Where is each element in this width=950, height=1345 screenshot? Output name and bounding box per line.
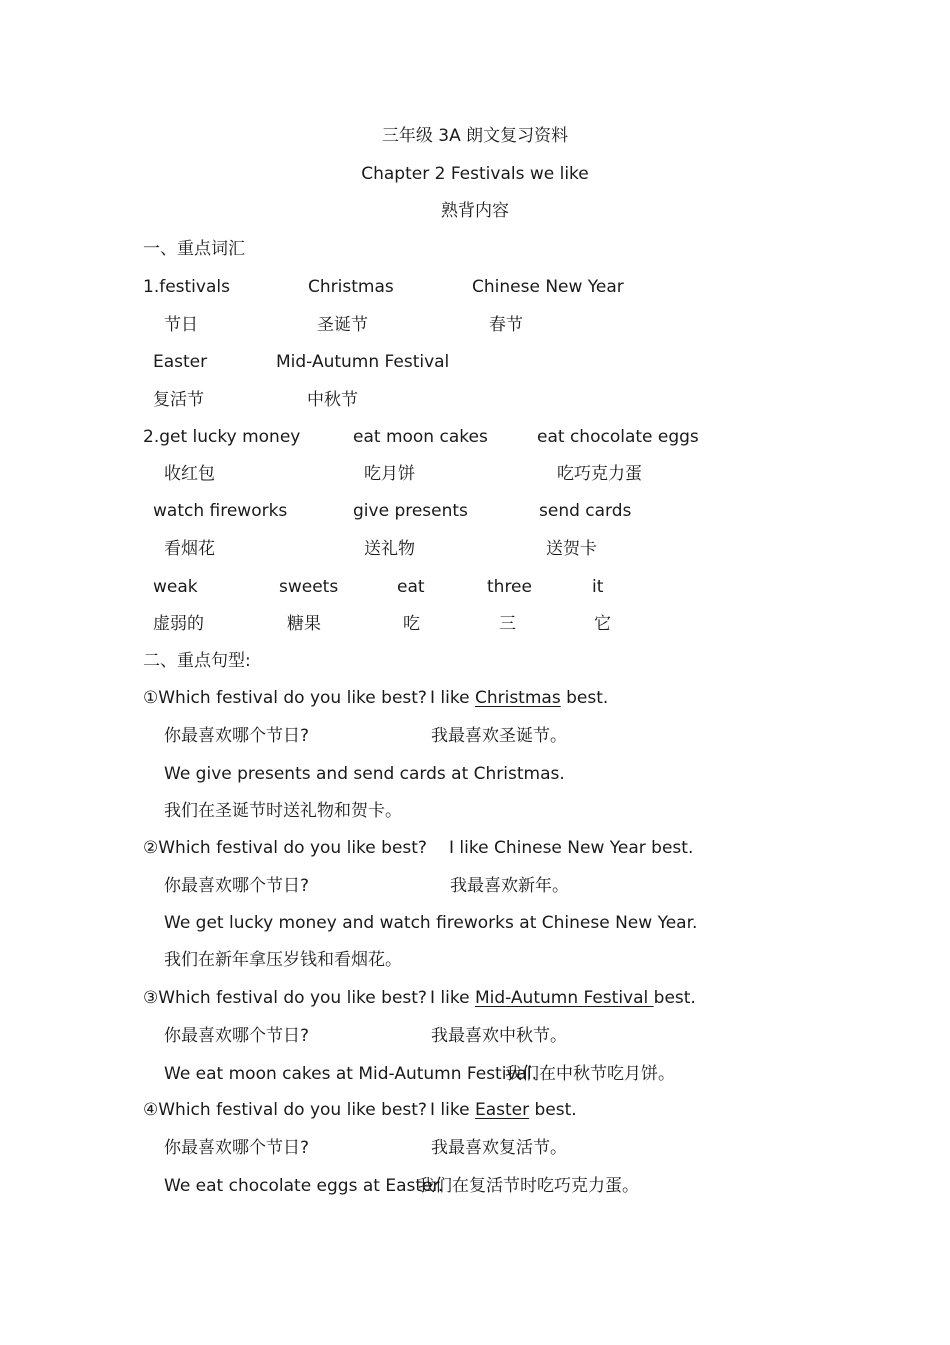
example-translation: 我们在中秋节吃月饼。 (505, 1064, 675, 1084)
vocab-word: Chinese New Year (472, 277, 624, 297)
vocab-translation: 吃月饼 (364, 464, 415, 484)
vocab-translation: 复活节 (153, 390, 204, 410)
section-vocabulary-heading: 一、重点词汇 (143, 239, 245, 259)
vocab-translation: 收红包 (164, 464, 215, 484)
example-translation: 我们在圣诞节时送礼物和贺卡。 (164, 801, 402, 821)
vocab-word: sweets (279, 577, 339, 597)
answer-text: I like (430, 988, 475, 1008)
vocab-word: Mid-Autumn Festival (276, 352, 450, 372)
document-title: 三年级 3A 朗文复习资料 (381, 126, 569, 146)
example-sentence: We get lucky money and watch fireworks at Chinese New Year. (164, 913, 698, 933)
sentence-item-answer (449, 838, 693, 858)
vocab-word: 1.festivals (143, 277, 230, 297)
vocab-phrase: send cards (539, 501, 632, 521)
vocab-phrase: eat moon cakes (353, 427, 488, 447)
chapter-title: Chapter 2 Festivals we like (361, 164, 589, 184)
vocab-translation: 送贺卡 (546, 539, 597, 559)
vocab-phrase: 2.get lucky money (143, 427, 301, 447)
vocab-phrase: give presents (353, 501, 468, 521)
example-translation: 我们在新年拿压岁钱和看烟花。 (164, 950, 402, 970)
vocab-translation: 吃巧克力蛋 (557, 464, 642, 484)
answer-text: best. (560, 688, 609, 708)
question-translation: 你最喜欢哪个节日? (164, 876, 310, 896)
vocab-phrase: watch fireworks (153, 501, 288, 521)
answer-translation: 我最喜欢复活节。 (431, 1138, 567, 1158)
answer-keyword: Mid-Autumn Festival (474, 988, 654, 1008)
vocab-translation: 中秋节 (307, 390, 358, 410)
example-sentence: We eat moon cakes at Mid-Autumn Festival. (164, 1064, 538, 1084)
vocab-translation: 春节 (489, 315, 523, 335)
vocab-translation: 看烟花 (164, 539, 215, 559)
answer-text: I like (430, 688, 475, 708)
vocab-word: Christmas (308, 277, 394, 297)
section-sentences-heading: 二、重点句型: (143, 651, 251, 671)
example-sentence: We eat chocolate eggs at Easter. (164, 1176, 444, 1196)
item-marker: ① (143, 688, 159, 708)
answer-keyword: Easter (474, 1100, 530, 1120)
vocab-translation: 糖果 (287, 614, 321, 634)
vocab-translation: 节日 (164, 315, 198, 335)
vocab-translation: 圣诞节 (317, 315, 368, 335)
sentence-item-answer (430, 688, 608, 708)
sentence-item-answer (430, 988, 696, 1008)
item-marker: ④ (143, 1100, 159, 1120)
answer-text: I like Chinese New Year best. (449, 838, 694, 858)
vocab-word: Easter (153, 352, 208, 372)
question-text: Which festival do you like best? (158, 838, 427, 858)
example-sentence: We give presents and send cards at Christmas. (164, 764, 565, 784)
vocab-translation: 送礼物 (364, 539, 415, 559)
answer-keyword: Christmas (474, 688, 561, 708)
example-translation: 我们在复活节时吃巧克力蛋。 (418, 1176, 639, 1196)
vocab-translation: 它 (594, 614, 611, 634)
item-marker: ② (143, 838, 159, 858)
item-marker: ③ (143, 988, 159, 1008)
sentence-item-answer (430, 1100, 577, 1120)
question-translation: 你最喜欢哪个节日? (164, 1026, 310, 1046)
question-translation: 你最喜欢哪个节日? (164, 726, 310, 746)
answer-translation: 我最喜欢中秋节。 (431, 1026, 567, 1046)
vocab-word: it (592, 577, 604, 597)
question-text: Which festival do you like best? (158, 988, 427, 1008)
sentence-item-question (143, 1100, 427, 1120)
answer-text: best. (529, 1100, 577, 1120)
vocab-word: eat (397, 577, 425, 597)
vocab-word: three (487, 577, 532, 597)
answer-translation: 我最喜欢新年。 (450, 876, 569, 896)
question-text: Which festival do you like best? (158, 1100, 427, 1120)
question-translation: 你最喜欢哪个节日? (164, 1138, 310, 1158)
subtitle: 熟背内容 (441, 201, 509, 221)
sentence-item-question (143, 988, 427, 1008)
vocab-translation: 吃 (403, 614, 420, 634)
vocab-translation: 虚弱的 (153, 614, 204, 634)
answer-text: I like (430, 1100, 475, 1120)
answer-text: best. (653, 988, 696, 1008)
sentence-item-question (143, 838, 427, 858)
sentence-item-question (143, 688, 427, 708)
vocab-translation: 三 (499, 614, 516, 634)
vocab-word: weak (153, 577, 198, 597)
answer-translation: 我最喜欢圣诞节。 (431, 726, 567, 746)
question-text: Which festival do you like best? (158, 688, 427, 708)
vocab-phrase: eat chocolate eggs (537, 427, 699, 447)
